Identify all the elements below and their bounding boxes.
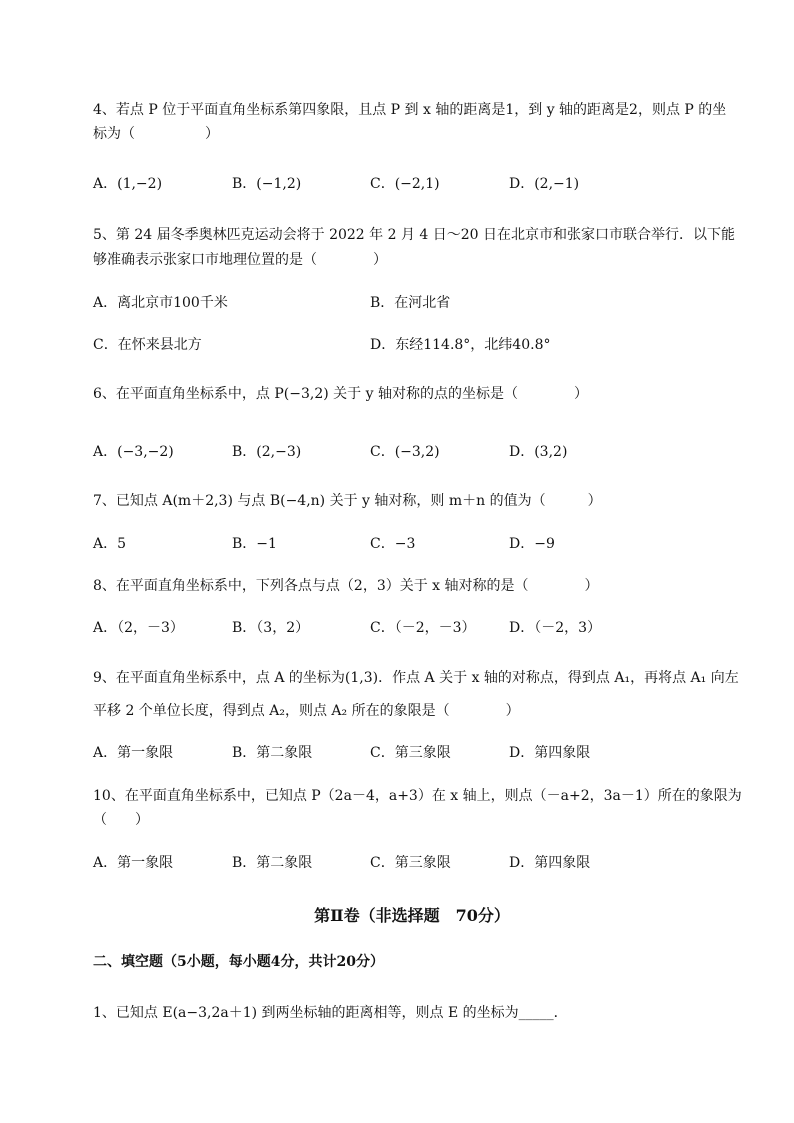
question-6-line-1: 6、在平面直角坐标系中，点 P(−3,2) 关于 y 轴对称的点的坐标是（ ） [93, 386, 588, 402]
question-8-option-b: B．（3，2） [232, 620, 310, 636]
question-4-option-d: D．(2,−1) [509, 176, 580, 192]
question-6-option-c: C．(−3,2) [370, 444, 440, 460]
question-6-option-b: B．(2,−3) [232, 444, 302, 460]
question-9-option-b: B．第二象限 [232, 745, 313, 761]
question-5-option-c: C．在怀来县北方 [93, 337, 202, 353]
question-5-option-d: D．东经114.8°，北纬40.8° [370, 337, 551, 353]
question-8-line-1: 8、在平面直角坐标系中，下列各点与点（2，3）关于 x 轴对称的是（ ） [93, 578, 599, 594]
question-9-line-1: 9、在平面直角坐标系中，点 A 的坐标为(1,3)．作点 A 关于 x 轴的对称点，得到点 A₁，再将点 A₁ 向左 [93, 670, 739, 686]
question-4-option-a: A．(1,−2) [93, 176, 163, 192]
question-8-option-a: A．（2，－3） [93, 620, 184, 636]
question-10-option-b: B．第二象限 [232, 855, 313, 871]
question-5-option-b: B．在河北省 [370, 295, 451, 311]
question-10-option-c: C．第三象限 [370, 855, 451, 871]
question-8-option-c: C．（－2，－3） [370, 620, 476, 636]
question-6-option-a: A．(−3,−2) [93, 444, 174, 460]
question-9-line-2: 平移 2 个单位长度，得到点 A₂，则点 A₂ 所在的象限是（ ） [93, 703, 520, 719]
question-5-line-2: 够准确表示张家口市地理位置的是（ ） [93, 252, 387, 268]
question-4-line-1: 4、若点 P 位于平面直角坐标系第四象限，且点 P 到 x 轴的距离是1，到 y 轴的距离是2，则点 P 的坐 [93, 102, 727, 118]
question-8-option-d: D．（－2，3） [509, 620, 602, 636]
question-9-option-a: A．第一象限 [93, 745, 174, 761]
question-6-option-d: D．(3,2) [509, 444, 568, 460]
question-7-line-1: 7、已知点 A(m＋2,3) 与点 B(−4,n) 关于 y 轴对称，则 m＋n 的值为（ ） [93, 493, 602, 509]
question-9-option-c: C．第三象限 [370, 745, 451, 761]
question-4-option-c: C．(−2,1) [370, 176, 440, 192]
question-4-line-2: 标为（ ） [93, 126, 219, 142]
question-7-option-b: B．−1 [232, 536, 277, 552]
question-5-line-1: 5、第 24 届冬季奥林匹克运动会将于 2022 年 2 月 4 日～20 日在北京市和张家口市联合举行．以下能 [93, 227, 736, 243]
question-7-option-d: D．−9 [509, 536, 555, 552]
question-10-option-d: D．第四象限 [509, 855, 591, 871]
question-5-option-a: A．离北京市100千米 [93, 295, 228, 311]
question-7-option-a: A．5 [93, 536, 127, 552]
question-7-option-c: C．−3 [370, 536, 416, 552]
question-4-option-b: B．(−1,2) [232, 176, 302, 192]
question-9-option-d: D．第四象限 [509, 745, 591, 761]
question-10-option-a: A．第一象限 [93, 855, 174, 871]
question-10-line-1: 10、在平面直角坐标系中，已知点 P（2a－4，a+3）在 x 轴上，则点（－a+2，3a－1）所在的象限为 [93, 788, 742, 804]
part-two-heading: 二、填空题（5小题，每小题4分，共计20分） [93, 954, 384, 970]
fill-question-1: 1、已知点 E(a−3,2a＋1) 到两坐标轴的距离相等，则点 E 的坐标为_____． [93, 1005, 568, 1021]
section-title: 第Ⅱ卷（非选择题 70分） [314, 906, 510, 925]
question-10-line-2: （ ） [93, 812, 149, 828]
